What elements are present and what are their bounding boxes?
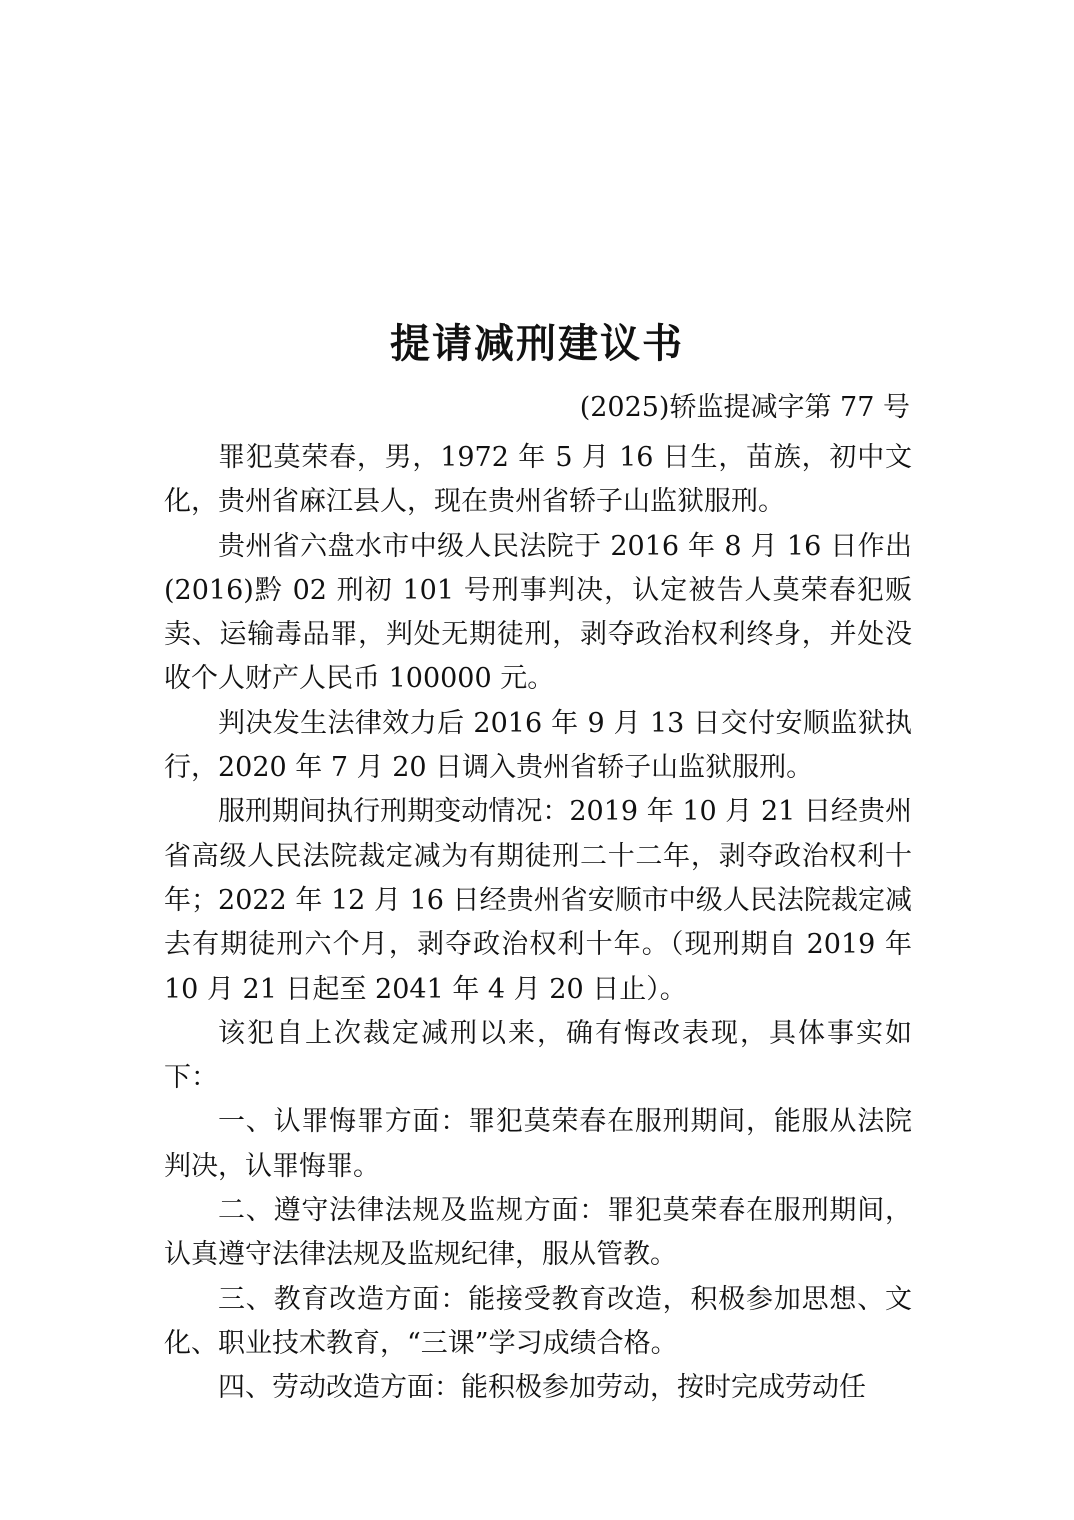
document-body bbox=[164, 436, 912, 1411]
paragraph-sentence-changes: 服刑期间执行刑期变动情况：2019 年 10 月 21 日经贵州省高级人民法院裁定减为有期徒刑二十二年，剥夺政治权利十年；2022 年 12 月 16 日经贵州省安顺市中级人民法院裁定减去有期徒刑六个月，剥夺政治权利十年。（现刑期自 2019 年 10 月 21 日起至 2041 年 4 月 20 日止）。 bbox=[164, 796, 912, 1005]
document-number: (2025)轿监提减字第 77 号 bbox=[579, 392, 910, 423]
paragraph-intro-facts: 该犯自上次裁定减刑以来，确有悔改表现，具体事实如下： bbox=[164, 1017, 912, 1094]
paragraph-labor: 四、劳动改造方面：能积极参加劳动，按时完成劳动任 bbox=[218, 1372, 866, 1404]
paragraph-judgment: 贵州省六盘水市中级人民法院于 2016 年 8 月 16 日作出(2016)黔 02 刑初 101 号刑事判决，认定被告人莫荣春犯贩卖、运输毒品罪，判处无期徒刑，剥夺政治权利终身，并处没收个人财产人民币 100000 元。 bbox=[164, 530, 912, 695]
document-title: 提请减刑建议书 bbox=[390, 320, 684, 367]
paragraph-criminal-info: 罪犯莫荣春，男，1972 年 5 月 16 日生，苗族，初中文化，贵州省麻江县人，现在贵州省轿子山监狱服刑。 bbox=[164, 442, 912, 518]
paragraph-repentance: 一、认罪悔罪方面：罪犯莫荣春在服刑期间，能服从法院判决，认罪悔罪。 bbox=[164, 1106, 912, 1182]
paragraph-education: 三、教育改造方面：能接受教育改造，积极参加思想、文化、职业技术教育，“三课”学习成绩合格。 bbox=[164, 1283, 912, 1359]
paragraph-execution: 判决发生法律效力后 2016 年 9 月 13 日交付安顺监狱执行，2020 年 7 月 20 日调入贵州省轿子山监狱服刑。 bbox=[164, 707, 912, 784]
paragraph-law-compliance: 二、遵守法律法规及监规方面：罪犯莫荣春在服刑期间，认真遵守法律法规及监规纪律，服从管教。 bbox=[164, 1195, 912, 1271]
